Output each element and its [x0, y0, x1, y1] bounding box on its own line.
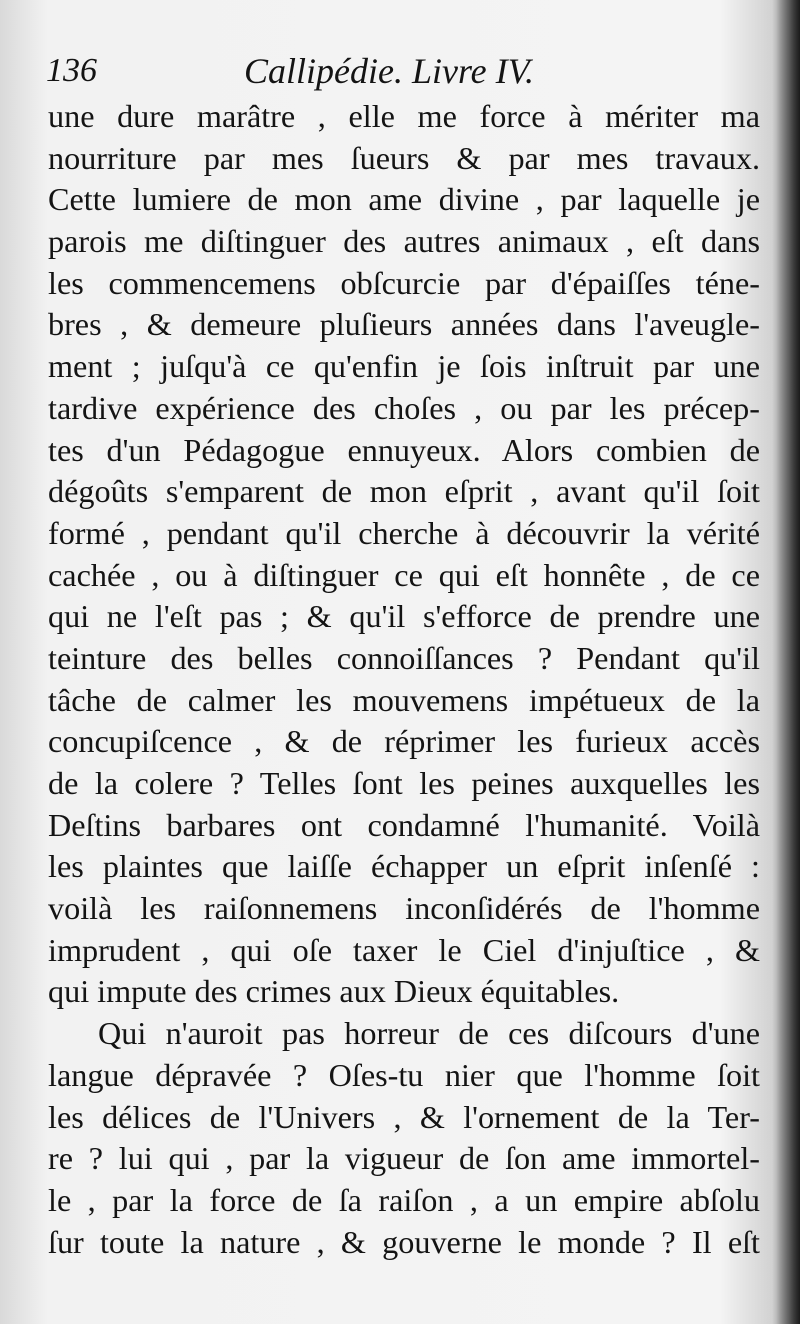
page-header [46, 46, 756, 96]
text-line: bres , & demeure pluſieurs années dans l'aveugle- [48, 306, 760, 343]
text-line: nourriture par mes ſueurs & par mes travaux. [48, 139, 760, 176]
text-line: Qui n'auroit pas horreur de ces diſcours d'une [98, 1015, 760, 1052]
text-line: qui impute des crimes aux Dieux équitables. [48, 973, 620, 1010]
text-line: de la colere ? Telles ſont les peines auxquelles les [48, 765, 760, 801]
text-line: concupiſcence , & de réprimer les furieux accès [48, 723, 760, 760]
text-line: imprudent , qui oſe taxer le Ciel d'injuſtice , & [48, 931, 760, 968]
text-line: parois me diſtinguer des autres animaux , eſt dans [48, 223, 760, 260]
text-line: tâche de calmer les mouvemens impétueux de la [48, 681, 760, 718]
text-line: re ? lui qui , par la vigueur de ſon ame immortel- [48, 1140, 760, 1177]
text-line: Deſtins barbares ont condamné l'humanité. Voilà [48, 806, 760, 843]
text-line: Cette lumiere de mon ame divine , par laquelle je [48, 181, 760, 218]
text-line: le , par la force de ſa raiſon , a un empire abſolu [48, 1181, 760, 1218]
text-line: les délices de l'Univers , & l'ornement de la Ter- [48, 1098, 760, 1135]
text-line: tardive expérience des choſes , ou par les précep- [48, 389, 760, 426]
text-line: langue dépravée ? Oſes-tu nier que l'homme ſoit [48, 1056, 760, 1093]
text-line: ſur toute la nature , & gouverne le monde ? Il eſt [48, 1223, 760, 1260]
page-number: 136 [46, 52, 97, 89]
text-line: voilà les raiſonnemens inconſidérés de l'homme [48, 890, 760, 927]
body-text [48, 96, 760, 1263]
paragraph-1 [48, 96, 760, 1013]
text-line: une dure marâtre , elle me force à mériter ma [48, 98, 760, 134]
text-line: les commencemens obſcurcie par d'épaiſſes téne- [48, 264, 760, 301]
running-title: Callipédie. Livre IV. [244, 51, 534, 91]
text-line: formé , pendant qu'il cherche à découvrir la vérité [48, 514, 760, 551]
text-line: qui ne l'eſt pas ; & qu'il s'efforce de prendre une [48, 598, 760, 635]
text-line: les plaintes que laiſſe échapper un eſprit inſenſé : [48, 848, 760, 885]
text-line: ment ; juſqu'à ce qu'enfin je ſois inſtruit par une [48, 348, 760, 385]
text-line: cachée , ou à diſtinguer ce qui eſt honnête , de ce [48, 556, 760, 593]
text-line: teinture des belles connoiſſances ? Pendant qu'il [48, 639, 760, 676]
binding-shadow [772, 0, 800, 1324]
text-line: dégoûts s'emparent de mon eſprit , avant qu'il ſoit [48, 473, 760, 510]
text-line: tes d'un Pédagogue ennuyeux. Alors combien de [48, 431, 760, 468]
paragraph-2 [48, 1013, 760, 1263]
